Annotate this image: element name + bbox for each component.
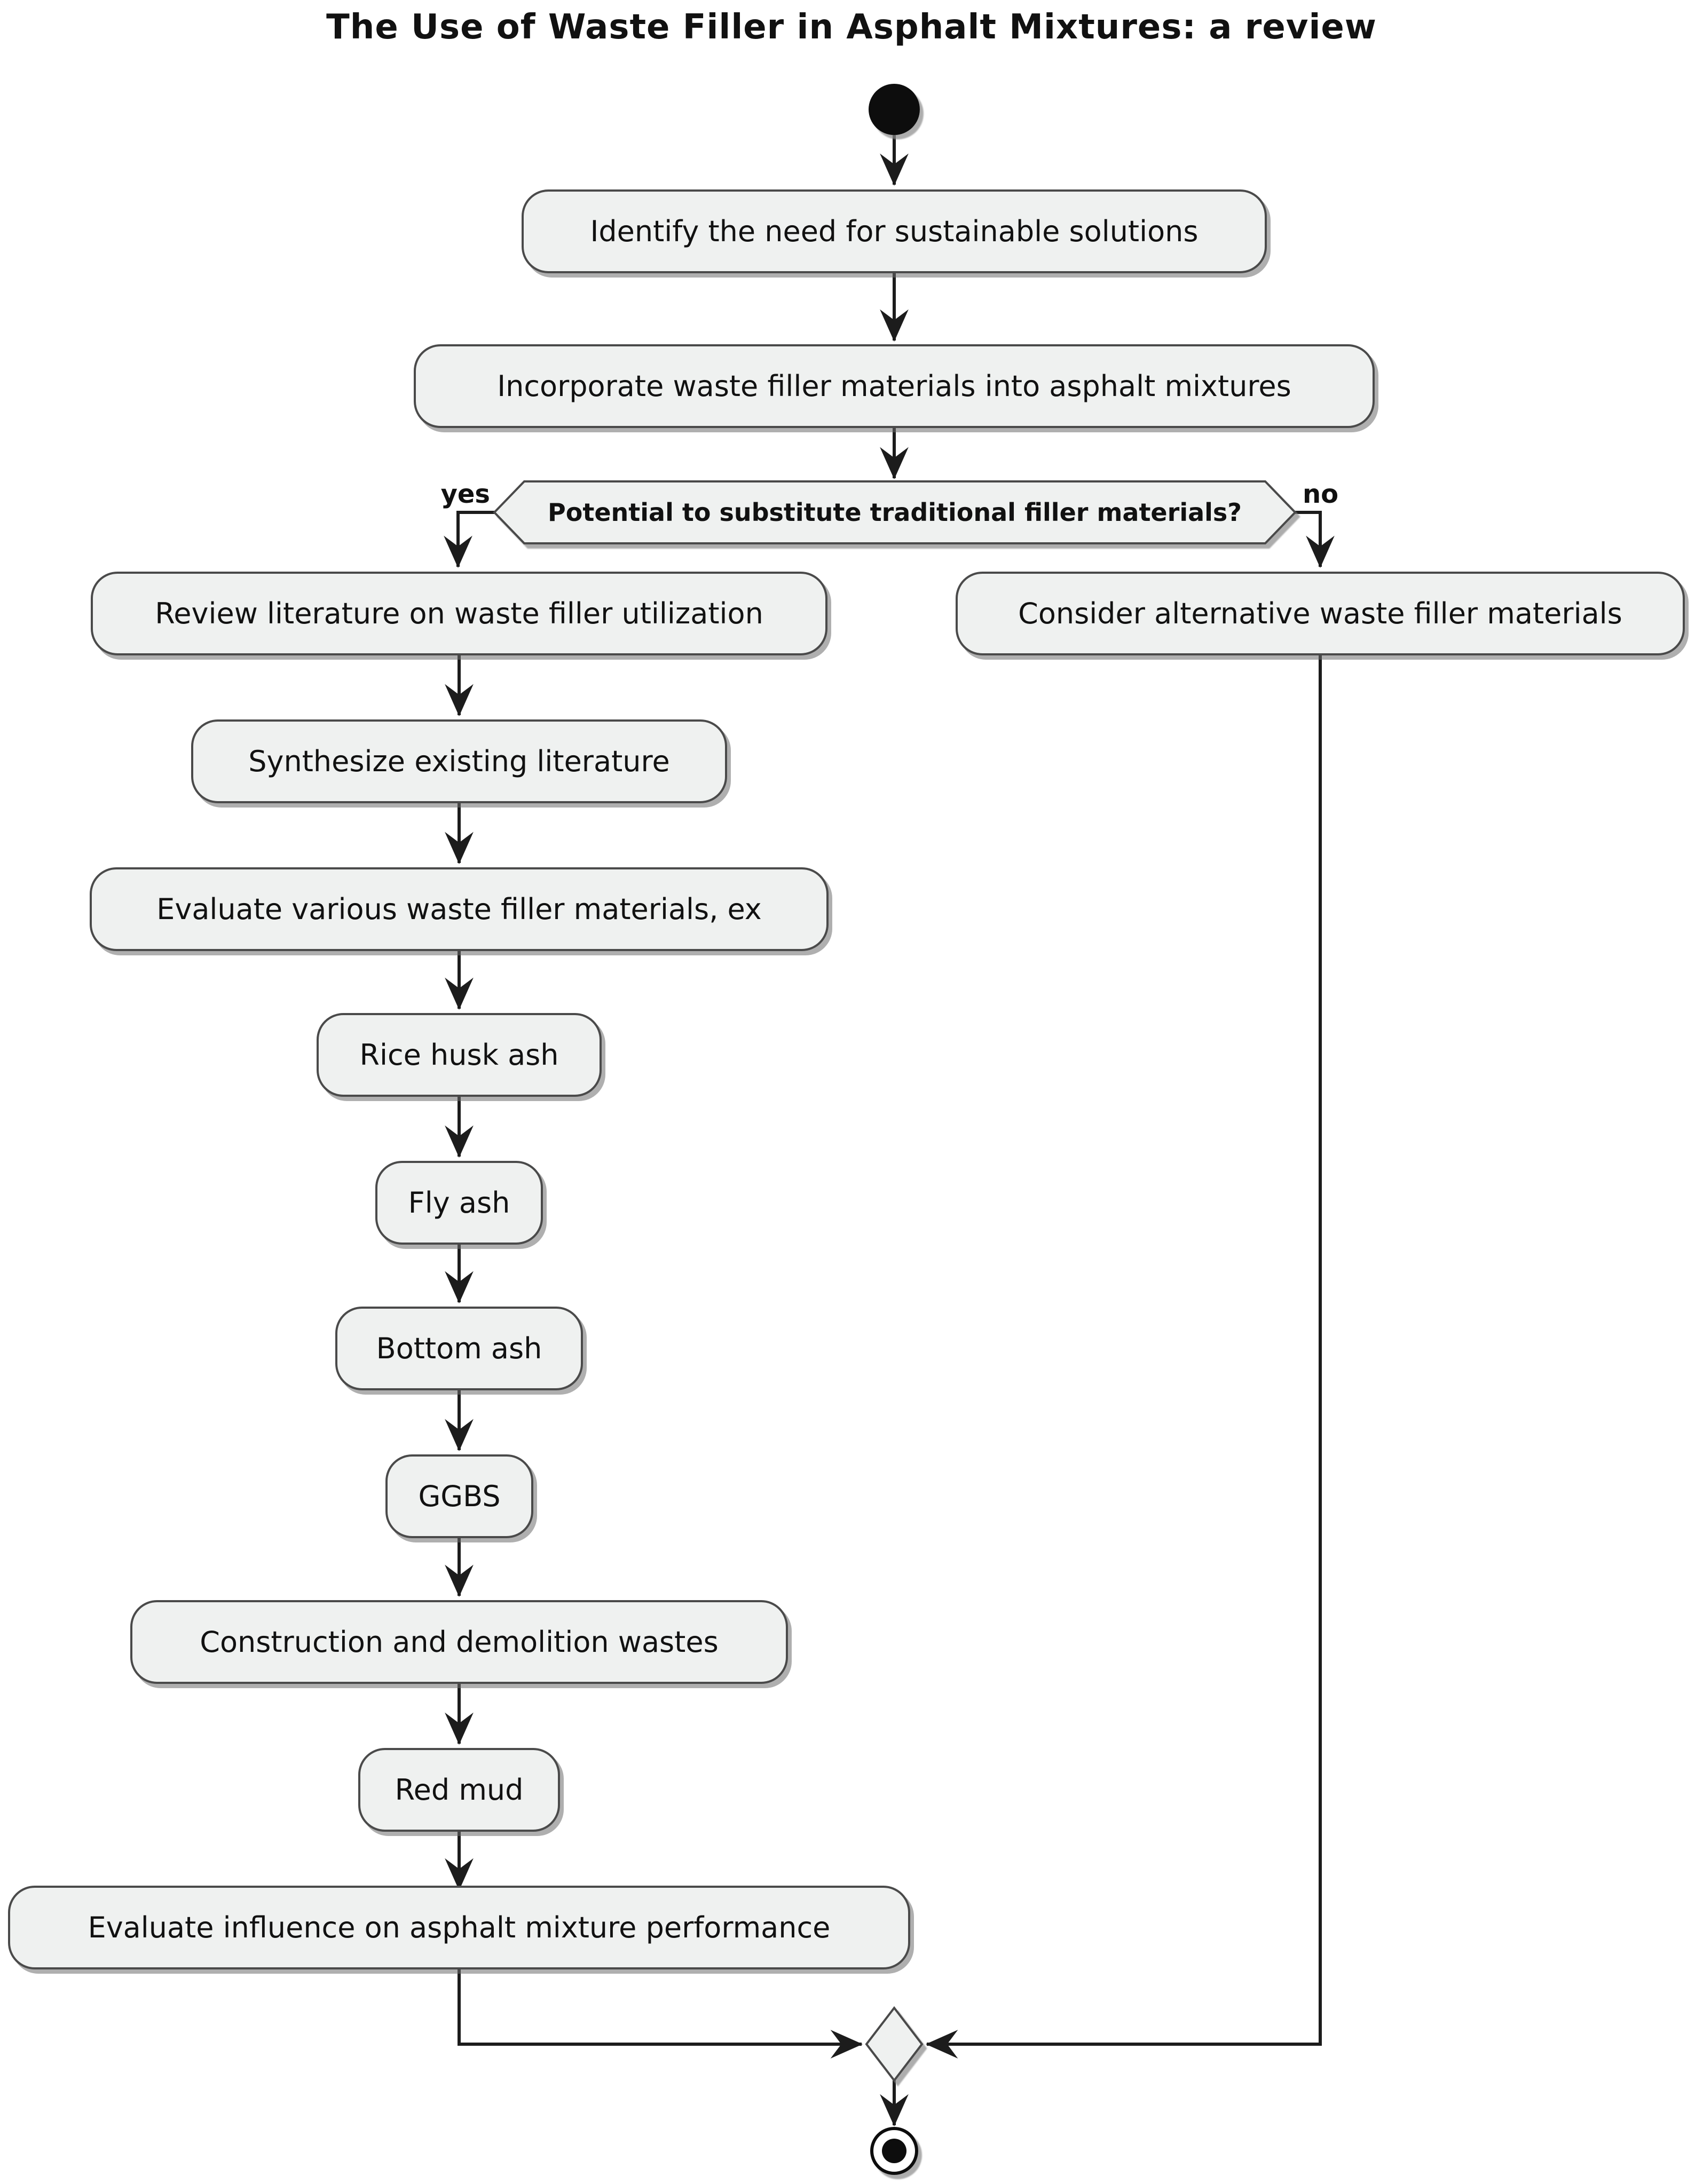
edge-label-no: no — [1303, 479, 1339, 509]
edge-label-yes: yes — [440, 479, 490, 509]
activity-ggbs: GGBS — [385, 1454, 533, 1538]
edge-performance-merge — [459, 1969, 862, 2044]
edge-decision-no-consider — [1295, 512, 1320, 567]
edge-decision-yes-review — [458, 512, 494, 567]
activity-fly-ash: Fly ash — [375, 1161, 543, 1245]
activity-construction-demolition-wastes: Construction and demolition wastes — [130, 1600, 788, 1684]
activity-synthesize-literature: Synthesize existing literature — [191, 719, 727, 803]
merge-node — [866, 2008, 922, 2080]
activity-rice-husk-ash: Rice husk ash — [317, 1013, 602, 1097]
edge-consider-merge — [927, 655, 1320, 2044]
decision-question: Potential to substitute traditional filler materials? — [548, 498, 1242, 527]
activity-incorporate-waste-filler: Incorporate waste filler materials into asphalt mixtures — [414, 344, 1375, 428]
activity-red-mud: Red mud — [358, 1748, 560, 1832]
start-node — [869, 84, 920, 135]
diagram-title: The Use of Waste Filler in Asphalt Mixtures: a review — [326, 7, 1377, 47]
activity-identify-need: Identify the need for sustainable solutions — [522, 189, 1267, 273]
activity-evaluate-performance: Evaluate influence on asphalt mixture performance — [8, 1886, 910, 1969]
activity-review-literature: Review literature on waste filler utilization — [91, 572, 827, 655]
edges — [458, 135, 1320, 2125]
end-node-inner — [882, 2139, 906, 2163]
activity-evaluate-materials: Evaluate various waste filler materials, ex — [90, 867, 829, 951]
activity-bottom-ash: Bottom ash — [335, 1307, 583, 1390]
activity-consider-alternatives: Consider alternative waste filler materials — [956, 572, 1685, 655]
